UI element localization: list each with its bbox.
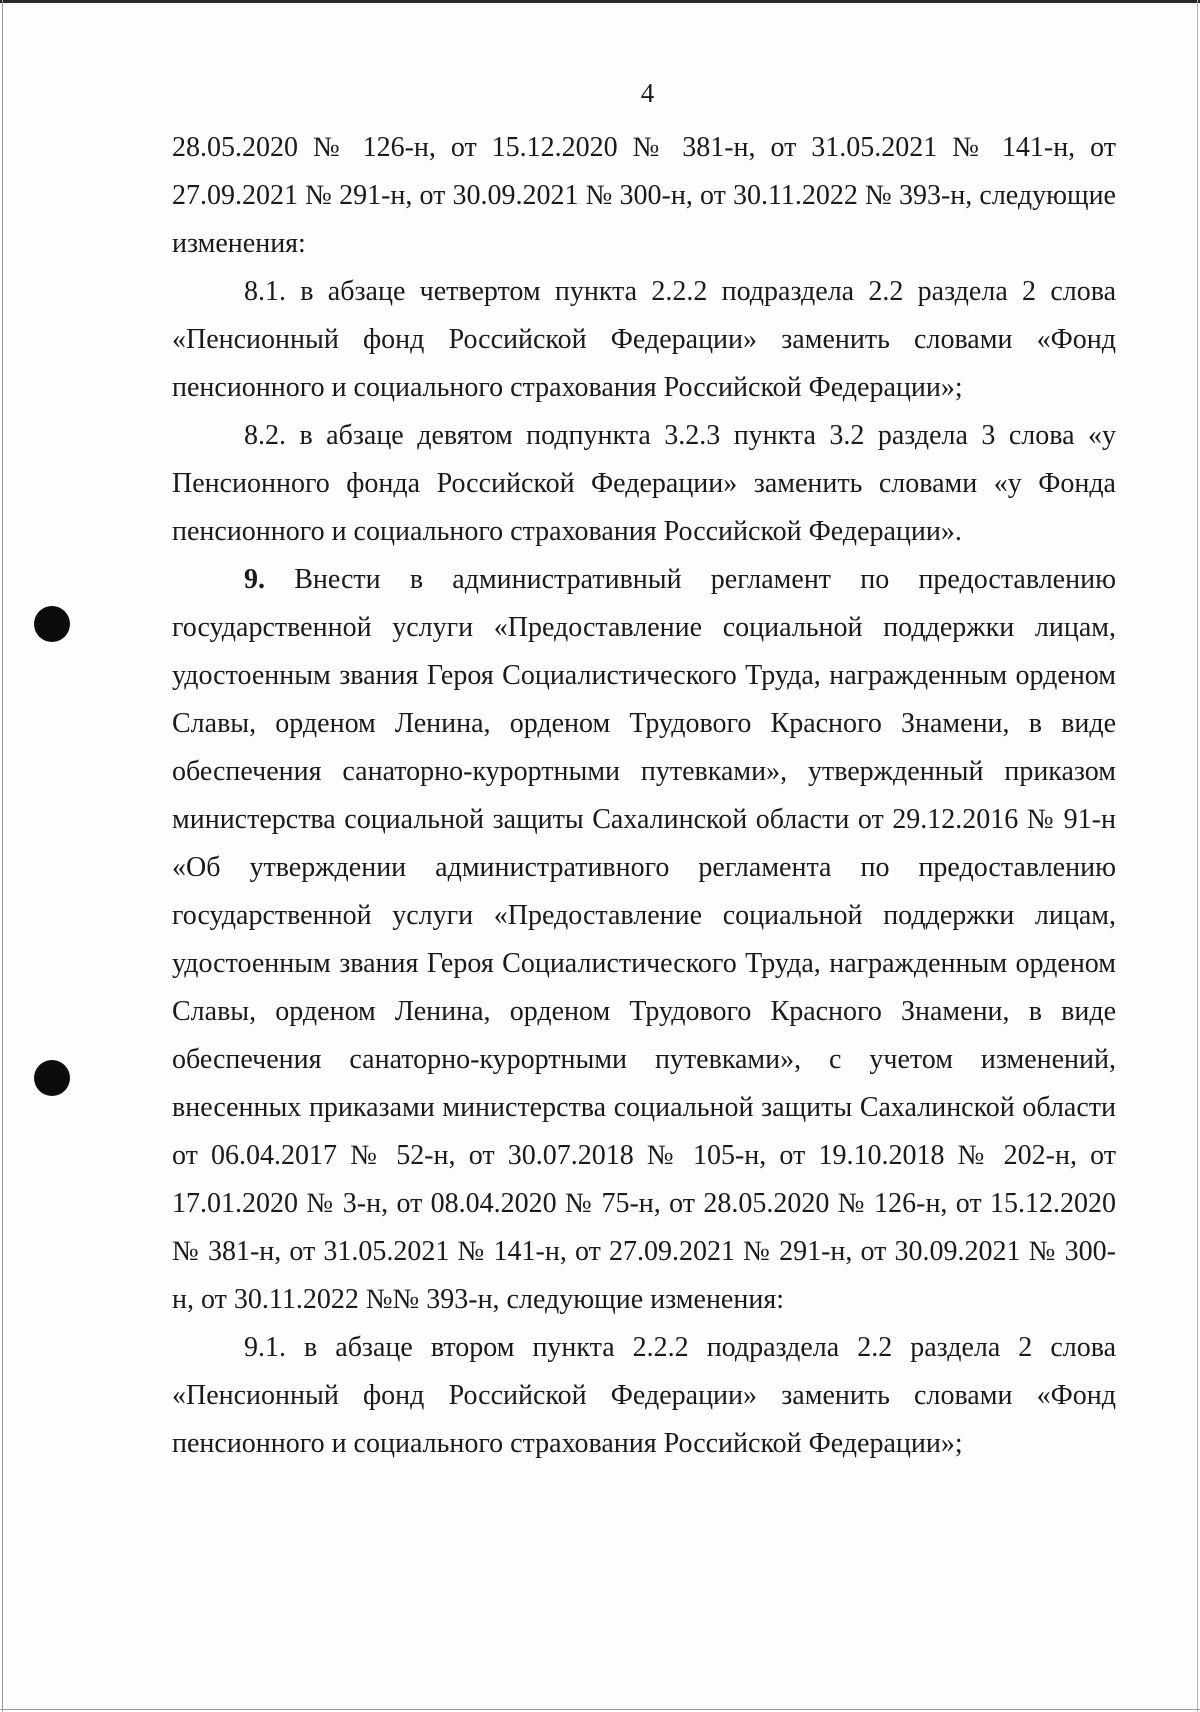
page-number: 4: [640, 78, 655, 108]
paragraph-9-text: Внести в административный регламент по предоставлению государственной услуги «Предоставление социальной поддержки лицам, удостоенным звания Героя Социалистического Труда, награжденным орденом Славы, орденом Ленина, орденом Трудового Красного Знамени, в виде обеспечения санаторно-курортными путевками», утвержденный приказом министерства социальной защиты Сахалинской области от 29.12.2016 № 91-н «Об утверждении административного регламента по предоставлению государственной услуги «Предоставление социальной поддержки лицам, удостоенным звания Героя Социалистического Труда, награжденным орденом Славы, орденом Ленина, орденом Трудового Красного Знамени, в виде обеспечения санаторно-курортными путевками», с учетом изменений, внесенных приказами министерства социальной защиты Сахалинской области от 06.04.2017 № 52-н, от 30.07.2018 № 105-н, от 19.10.2018 № 202-н, от 17.01.2020 № 3-н, от 08.04.2020 № 75-н, от 28.05.2020 № 126-н, от 15.12.2020 № 381-н, от 31.05.2021 № 141-н, от 27.09.2021 № 291-н, от 30.09.2021 № 300-н, от 30.11.2022 №№ 393-н, следующие изменения:: [172, 564, 1116, 1315]
paragraph-8-2: 8.2. в абзаце девятом подпункта 3.2.3 пункта 3.2 раздела 3 слова «у Пенсионного фонда Российской Федерации» заменить словами «у Фонда пенсионного и социального страхования Российской Федерации».: [172, 420, 1116, 547]
scan-edge-top: [0, 0, 1200, 3]
paragraph-9-number: 9.: [244, 564, 265, 595]
paragraph-9: [172, 556, 1116, 1324]
paragraph-8-1: 8.1. в абзаце четвертом пункта 2.2.2 подраздела 2.2 раздела 2 слова «Пенсионный фонд Российской Федерации» заменить словами «Фонд пенсионного и социального страхования Российской Федерации»;: [172, 276, 1116, 403]
scan-edge-bottom: [0, 1709, 1200, 1710]
scan-edge-left: [2, 0, 3, 1712]
paragraph-9-1: 9.1. в абзаце втором пункта 2.2.2 подраздела 2.2 раздела 2 слова «Пенсионный фонд Российской Федерации» заменить словами «Фонд пенсионного и социального страхования Российской Федерации»;: [172, 1332, 1116, 1459]
punch-hole-icon: [34, 606, 70, 642]
punch-hole-icon: [34, 1060, 70, 1096]
paragraph-continuation: 28.05.2020 № 126-н, от 15.12.2020 № 381-н, от 31.05.2021 № 141-н, от 27.09.2021 № 291-н, от 30.09.2021 № 300-н, от 30.11.2022 № 393-н, следующие изменения:: [172, 132, 1116, 259]
scan-edge-right: [1197, 0, 1198, 1712]
document-body: [172, 124, 1116, 1468]
